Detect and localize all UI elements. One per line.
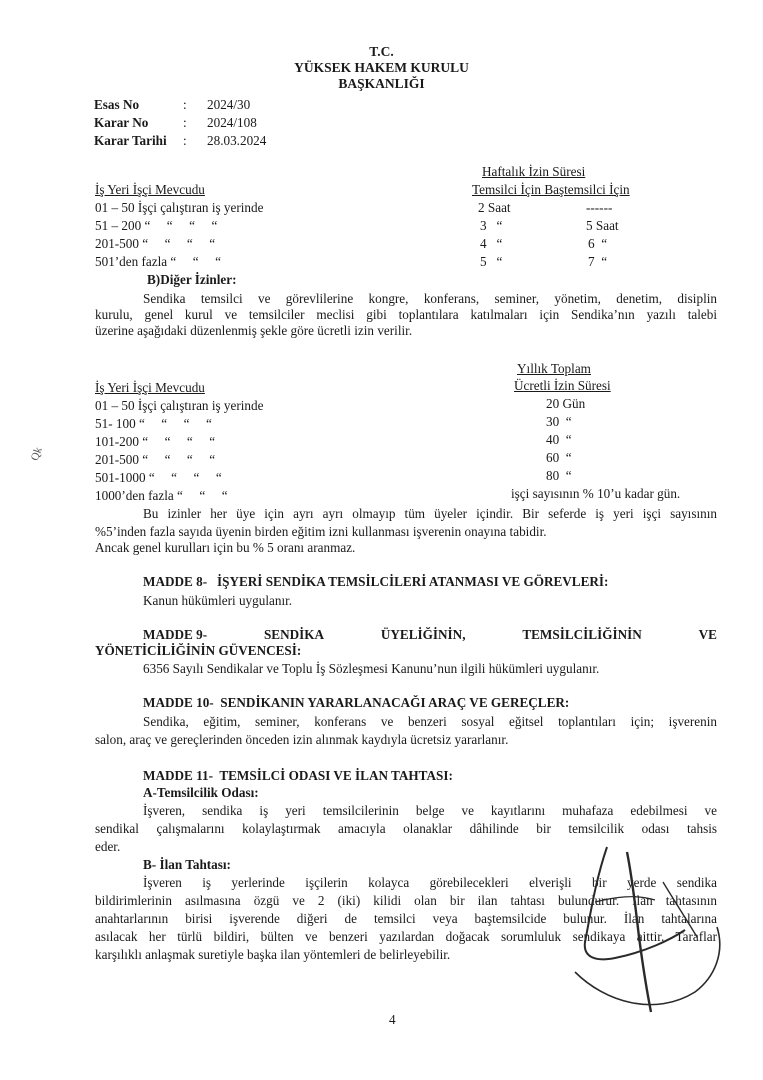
table-row-label: 201-500 “ “ “ “ xyxy=(95,452,216,467)
meta-sep: : xyxy=(183,133,187,148)
table-row-rep: 4 “ xyxy=(480,236,503,251)
meta-value: 2024/30 xyxy=(207,97,251,112)
article-11-b-title: B- İlan Tahtası: xyxy=(143,857,231,872)
table-row-label: 51 – 200 “ “ “ “ xyxy=(95,218,218,233)
meta-sep: : xyxy=(183,115,187,130)
table-row-label: 501’den fazla “ “ “ xyxy=(95,254,221,269)
table-row-rep: 5 “ xyxy=(480,254,503,269)
weekly-col-right: Temsilci İçin Baştemsilci İçin xyxy=(472,182,630,197)
meta-label: Karar No xyxy=(94,115,149,130)
weekly-heading: Haftalık İzin Süresi xyxy=(482,164,586,179)
table-row-value: 60 “ xyxy=(546,450,572,465)
article-8-title: MADDE 8- İŞYERİ SENDİKA TEMSİLCİLERİ ATANMASI VE GÖREVLERİ: xyxy=(143,574,609,589)
paragraph-line: üzerine aşağıdaki düzenlenmiş şekle göre ücretli izin verilir. xyxy=(95,323,413,338)
table-row-chief: 6 “ xyxy=(588,236,608,251)
paragraph-line: asılacak her türlü bildiri, bülten ve benzeri yazılardan doğacak sorumluluk sendikaya aittir. Taraflar xyxy=(95,929,717,944)
meta-sep: : xyxy=(183,97,187,112)
paragraph-line: eder. xyxy=(95,839,121,854)
title-word: MADDE 9- xyxy=(143,627,208,642)
yearly-heading-1: Yıllık Toplam xyxy=(517,361,591,376)
article-8-text: Kanun hükümleri uygulanır. xyxy=(143,593,293,608)
table-row-label: 51- 100 “ “ “ “ xyxy=(95,416,212,431)
paragraph-line: Sendika, eğitim, seminer, konferans ve benzeri sosyal eğitsel toplantıları için; işverenin xyxy=(143,714,717,729)
table-row-label: 101-200 “ “ “ “ xyxy=(95,434,216,449)
article-11-a-title: A-Temsilcilik Odası: xyxy=(143,785,259,800)
article-9-title-cont: YÖNETİCİLİĞİNİN GÜVENCESİ: xyxy=(95,643,302,658)
article-10-title: MADDE 10- SENDİKANIN YARARLANACAĞI ARAÇ VE GEREÇLER: xyxy=(143,695,570,710)
paragraph-line: İşveren iş yerlerinde işçilerin kolayca görebilecekleri elverişli bir yerde sendika xyxy=(143,875,717,890)
yearly-heading-2: Ücretli İzin Süresi xyxy=(514,378,611,393)
paragraph-line: anahtarlarının birisi işverende diğeri de temsilci veya baştemsilcide bulunur. İlan tahtalarına xyxy=(95,911,717,926)
title-word: ÜYELİĞİNİN, xyxy=(380,627,466,642)
page-number: 4 xyxy=(389,1012,396,1027)
yearly-col-left: İş Yeri İşçi Mevcudu xyxy=(95,380,205,395)
article-9-title xyxy=(143,627,717,643)
margin-initials: Qk xyxy=(28,445,45,463)
paragraph-line: kurulu, genel kurul ve temsilciler meclisi gibi toplantılara katılmaları için Sendika’nın yazılı talebi xyxy=(95,307,717,322)
paragraph-line: sendikal çalışmalarını kolaylaştırmak amacıyla olanaklar dâhilinde bir temsilcilik odası tahsis xyxy=(95,821,717,836)
table-row-chief: 5 Saat xyxy=(586,218,619,233)
paragraph-line: Bu izinler her üye için ayrı ayrı olmayıp tüm üyeler içindir. Bir seferde iş yeri işçi sayısının xyxy=(143,506,717,521)
weekly-col-left: İş Yeri İşçi Mevcudu xyxy=(95,182,205,197)
header-presidency: BAŞKANLIĞI xyxy=(338,76,425,91)
table-row-value: 80 “ xyxy=(546,468,572,483)
title-word: TEMSİLCİLİĞİNİN xyxy=(522,627,642,642)
paragraph-line: karşılıklı anlaşmak suretiyle başka ilan yöntemleri de belirleyebilir. xyxy=(95,947,451,962)
title-word: VE xyxy=(698,627,717,642)
article-9-text: 6356 Sayılı Sendikalar ve Toplu İş Sözleşmesi Kanunu’nun ilgili hükümleri uygulanır. xyxy=(143,661,600,676)
header-institution: YÜKSEK HAKEM KURULU xyxy=(294,60,469,75)
paragraph-line: Ancak genel kurulları için bu % 5 oranı aranmaz. xyxy=(95,540,356,555)
table-row-chief: 7 “ xyxy=(588,254,608,269)
meta-value: 2024/108 xyxy=(207,115,257,130)
article-11-title: MADDE 11- TEMSİLCİ ODASI VE İLAN TAHTASI: xyxy=(143,768,453,783)
table-row-label: 201-500 “ “ “ “ xyxy=(95,236,216,251)
table-row-label: 01 – 50 İşçi çalıştıran iş yerinde xyxy=(95,200,264,215)
meta-label: Karar Tarihi xyxy=(94,133,167,148)
table-row-value: 20 Gün xyxy=(546,396,586,411)
header-tc: T.C. xyxy=(369,44,394,59)
paragraph-line: bildirimlerinin asılmasına özgü ve 2 (iki) kilidi olan bir ilan tahtası bulundurur. İlan tahtasının xyxy=(95,893,717,908)
table-row-rep: 3 “ xyxy=(480,218,503,233)
table-row-rep: 2 Saat xyxy=(478,200,511,215)
paragraph-line: Sendika temsilci ve görevlilerine kongre, konferans, seminer, yönetim, denetim, disiplin xyxy=(143,291,717,306)
meta-label: Esas No xyxy=(94,97,140,112)
table-row-value: 40 “ xyxy=(546,432,572,447)
other-leaves-title: B)Diğer İzinler: xyxy=(147,272,237,287)
meta-value: 28.03.2024 xyxy=(207,133,267,148)
table-row-value: 30 “ xyxy=(546,414,572,429)
paragraph-line: İşveren, sendika iş yeri temsilcilerinin belge ve kayıtlarını muhafaza edebilmesi ve xyxy=(143,803,717,818)
paragraph-line: salon, araç ve gereçlerinden önceden izin alınmak kaydıyla ücretsiz yararlanır. xyxy=(95,732,509,747)
table-row-value: işçi sayısının % 10’u kadar gün. xyxy=(511,486,681,501)
table-row-label: 501-1000 “ “ “ “ xyxy=(95,470,222,485)
table-row-label: 01 – 50 İşçi çalıştıran iş yerinde xyxy=(95,398,264,413)
table-row-chief: ------ xyxy=(586,200,613,215)
signature-scribble xyxy=(535,842,735,1022)
title-word: SENDİKA xyxy=(263,627,325,642)
table-row-label: 1000’den fazla “ “ “ xyxy=(95,488,228,503)
paragraph-line: %5’inden fazla sayıda üyenin birden eğitim izni kullanması işverenin onayına tabidir. xyxy=(95,524,547,539)
